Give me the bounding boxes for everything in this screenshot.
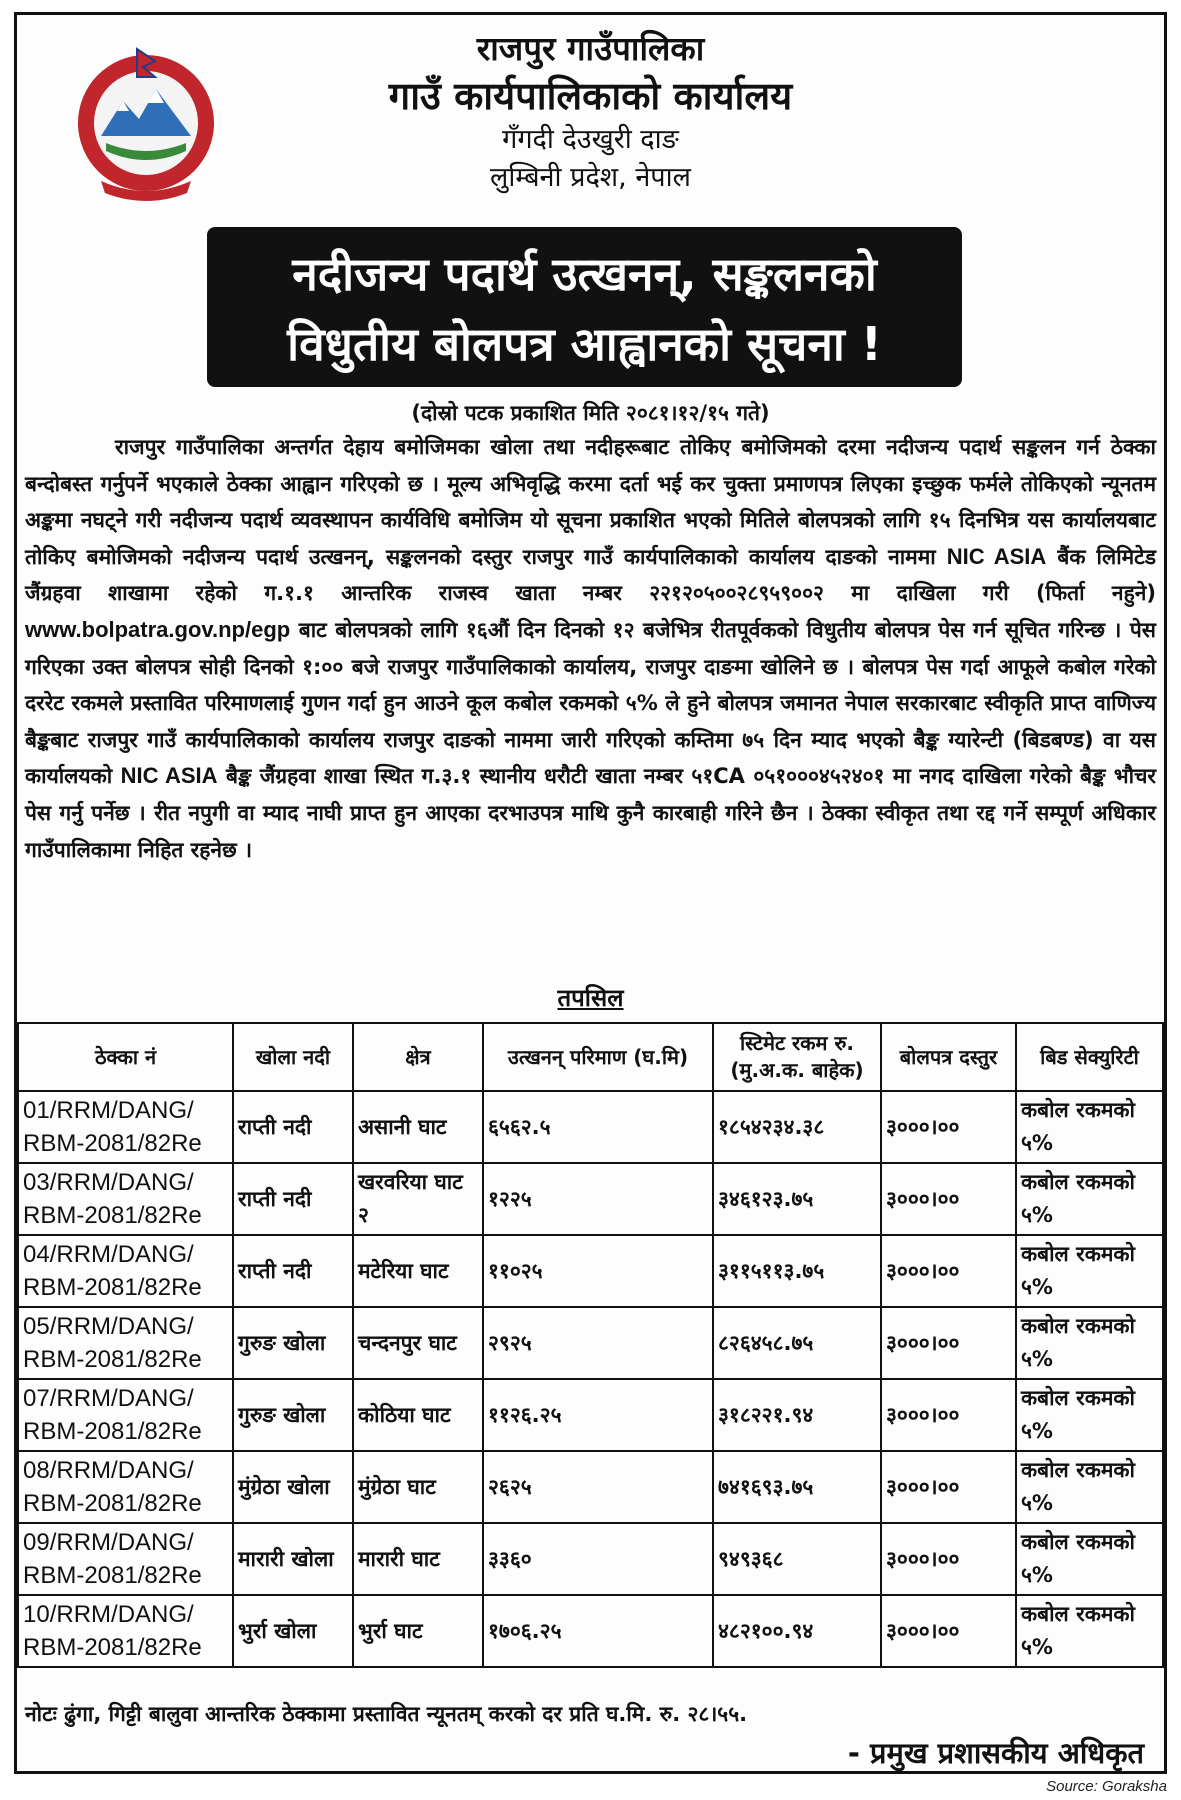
table-row bbox=[18, 1451, 1163, 1523]
office-header bbox=[17, 27, 1164, 197]
tax-note: नोटः ढुंगा, गिट्टी बालुवा आन्तरिक ठेक्कामा प्रस्तावित न्यूनतम् करको दर प्रति घ.मि. रु. २८।५५. bbox=[25, 1702, 748, 1726]
cell-quantity: ११०२५ bbox=[483, 1235, 713, 1307]
cell-security: कबोल रकमको ५% bbox=[1016, 1235, 1163, 1307]
cell-code: 09/RRM/DANG/ RBM-2081/82Re bbox=[18, 1523, 233, 1595]
table-row bbox=[18, 1163, 1163, 1235]
schedule-title: तपसिल bbox=[557, 984, 624, 1012]
cell-security: कबोल रकमको ५% bbox=[1016, 1451, 1163, 1523]
signatory: - प्रमुख प्रशासकीय अधिकृत bbox=[847, 1736, 1144, 1770]
header-fee: बोलपत्र दस्तुर bbox=[881, 1023, 1016, 1091]
cell-quantity: ३३६० bbox=[483, 1523, 713, 1595]
cell-river: गुरुङ खोला bbox=[233, 1379, 353, 1451]
table-row bbox=[18, 1523, 1163, 1595]
cell-area: मटेरिया घाट bbox=[353, 1235, 483, 1307]
cell-fee: ३०००।०० bbox=[881, 1451, 1016, 1523]
table-row bbox=[18, 1091, 1163, 1163]
cell-estimate: ३४६१२३.७५ bbox=[713, 1163, 881, 1235]
office-province: लुम्बिनी प्रदेश, नेपाल bbox=[490, 162, 691, 193]
cell-code: 04/RRM/DANG/ RBM-2081/82Re bbox=[18, 1235, 233, 1307]
cell-area: मारारी घाट bbox=[353, 1523, 483, 1595]
cell-quantity: २६२५ bbox=[483, 1451, 713, 1523]
notice-body bbox=[25, 429, 1156, 868]
header-security: बिड सेक्युरिटी bbox=[1016, 1023, 1163, 1091]
header-estimate: स्टिमेट रकम रु. (मु.अ.क. बाहेक) bbox=[713, 1023, 881, 1091]
table-row bbox=[18, 1595, 1163, 1667]
body-part-3: बाट बोलपत्रको लागि १६औं दिन दिनको १२ बजेभित्र रीतपूर्वकको विधुतीय बोलपत्र पेस गर्न सूचित गरिन्छ । पेस गरिएका उक्त बोलपत्र सोही दिनको १:०० बजे राजपुर गाउँपालिकाको कार्यालय, राजपुर दाङमा खोलिने छ । बोलपत्र पेस गर्दा आफूले कबोल गरेको दररेट रकमले प्रस्तावित परिमाणलाई गुणन गर्दा हुन आउने कूल कबोल रकमको ५% ले हुने बोलपत्र जमानत नेपाल सरकारबाट स्वीकृति प्राप्त वाणिज्य बैङ्कबाट राजपुर गाउँ कार्यपालिकाको कार्यालय राजपुर दाङको नाममा जारी गरिएको कम्तिमा ७५ दिन म्याद भएको बैङ्क ग्यारेन्टी (बिडबण्ड) वा यस कार्यालयको bbox=[25, 617, 1156, 789]
header-river: खोला नदी bbox=[233, 1023, 353, 1091]
cell-estimate: ९४९३६८ bbox=[713, 1523, 881, 1595]
cell-fee: ३०००।०० bbox=[881, 1595, 1016, 1667]
body-part-1: राजपुर गाउँपालिका अन्तर्गत देहाय बमोजिमका खोला तथा नदीहरूबाट तोकिए बमोजिमको दरमा नदीजन्य पदार्थ सङ्कलन गर्न ठेक्का बन्दोबस्त गर्नुपर्ने भएकाले ठेक्का आह्वान गरिएको छ । मूल्य अभिवृद्धि करमा दर्ता भई कर चुक्ता प्रमाणपत्र लिएका इच्छुक फर्मले तोकिएको न्यूनतम अङ्कमा नघट्ने गरी नदीजन्य पदार्थ व्यवस्थापन कार्यविधि बमोजिम यो सूचना प्रकाशित भएको मितिले बोलपत्रको लागि १५ दिनभित्र यस कार्यालयबाट तोकिए बमोजिमको नदीजन्य पदार्थ उत्खनन्, सङ्कलनको दस्तुर राजपुर गाउँ कार्यपालिकाको कार्यालय दाङको नाममा bbox=[25, 435, 1156, 569]
cell-security: कबोल रकमको ५% bbox=[1016, 1091, 1163, 1163]
image-source: Source: Goraksha bbox=[1046, 1778, 1167, 1795]
cell-area: भुर्रा घाट bbox=[353, 1595, 483, 1667]
cell-area: मुंग्रेठा घाट bbox=[353, 1451, 483, 1523]
header-code: ठेक्का नं bbox=[18, 1023, 233, 1091]
cell-river: मुंग्रेठा खोला bbox=[233, 1451, 353, 1523]
cell-code: 05/RRM/DANG/ RBM-2081/82Re bbox=[18, 1307, 233, 1379]
notice-title-line1: नदीजन्य पदार्थ उत्खनन्, सङ्कलनको bbox=[292, 247, 877, 301]
header-quantity: उत्खनन् परिमाण (घ.मि) bbox=[483, 1023, 713, 1091]
table-row bbox=[18, 1235, 1163, 1307]
cell-fee: ३०००।०० bbox=[881, 1163, 1016, 1235]
municipality-name: राजपुर गाउँपालिका bbox=[476, 29, 705, 68]
tender-table bbox=[17, 1022, 1164, 1668]
notice-title-line2: विधुतीय बोलपत्र आह्वानको सूचना ! bbox=[287, 317, 882, 371]
cell-estimate: ७४१६९३.७५ bbox=[713, 1451, 881, 1523]
cell-river: गुरुङ खोला bbox=[233, 1307, 353, 1379]
cell-fee: ३०००।०० bbox=[881, 1307, 1016, 1379]
cell-estimate: ४८२१००.९४ bbox=[713, 1595, 881, 1667]
cell-security: कबोल रकमको ५% bbox=[1016, 1595, 1163, 1667]
body-part-2: बैंक लिमिटेड जैंग्रहवा शाखामा रहेको ग.१.१ आन्तरिक राजस्व खाता नम्बर २२१२०५००२८९५९००२ मा दाखिला गरी (फिर्ता नहुने) bbox=[25, 544, 1157, 606]
table-body bbox=[18, 1091, 1163, 1667]
cell-quantity: ११२६.२५ bbox=[483, 1379, 713, 1451]
cell-security: कबोल रकमको ५% bbox=[1016, 1307, 1163, 1379]
cell-code: 10/RRM/DANG/ RBM-2081/82Re bbox=[18, 1595, 233, 1667]
cell-quantity: १७०६.२५ bbox=[483, 1595, 713, 1667]
body-part-4: बैङ्क जैंग्रहवा शाखा स्थित ग.३.१ स्थानीय धरौटी खाता नम्बर ५१CA ०५१०००४५२४०१ मा नगद दाखिला गरेको बैङ्क भौचर पेस गर्नु पर्नेछ । रीत नपुगी वा म्याद नाघी प्राप्त हुन आएका दरभाउपत्र माथि कुनै कारबाही गरिने छैन । ठेक्का स्वीकृत तथा रद्द गर्ने सम्पूर्ण अधिकार गाउँपालिकामा निहित रहनेछ । bbox=[25, 764, 1157, 862]
table-row bbox=[18, 1379, 1163, 1451]
cell-area: कोठिया घाट bbox=[353, 1379, 483, 1451]
table-row bbox=[18, 1307, 1163, 1379]
office-location: गँगदी देउखुरी दाङ bbox=[502, 124, 679, 155]
cell-area: चन्दनपुर घाट bbox=[353, 1307, 483, 1379]
cell-security: कबोल रकमको ५% bbox=[1016, 1379, 1163, 1451]
cell-code: 08/RRM/DANG/ RBM-2081/82Re bbox=[18, 1451, 233, 1523]
header-area: क्षेत्र bbox=[353, 1023, 483, 1091]
notice-title bbox=[207, 227, 962, 387]
cell-quantity: २९२५ bbox=[483, 1307, 713, 1379]
cell-fee: ३०००।०० bbox=[881, 1235, 1016, 1307]
cell-river: राप्ती नदी bbox=[233, 1163, 353, 1235]
cell-river: मारारी खोला bbox=[233, 1523, 353, 1595]
cell-river: राप्ती नदी bbox=[233, 1235, 353, 1307]
table-header-row bbox=[18, 1023, 1163, 1091]
bank-name-1: NIC ASIA bbox=[946, 543, 1047, 569]
website-link[interactable]: www.bolpatra.gov.np/egp bbox=[25, 616, 291, 642]
cell-river: राप्ती नदी bbox=[233, 1091, 353, 1163]
cell-area: खरवरिया घाट २ bbox=[353, 1163, 483, 1235]
cell-river: भुर्रा खोला bbox=[233, 1595, 353, 1667]
cell-estimate: ३१८२२१.९४ bbox=[713, 1379, 881, 1451]
cell-fee: ३०००।०० bbox=[881, 1091, 1016, 1163]
cell-quantity: ६५६२.५ bbox=[483, 1091, 713, 1163]
published-date: (दोस्रो पटक प्रकाशित मिति २०८१।१२/१५ गते) bbox=[411, 401, 770, 425]
cell-estimate: ३११५११३.७५ bbox=[713, 1235, 881, 1307]
cell-quantity: १२२५ bbox=[483, 1163, 713, 1235]
cell-code: 07/RRM/DANG/ RBM-2081/82Re bbox=[18, 1379, 233, 1451]
cell-security: कबोल रकमको ५% bbox=[1016, 1523, 1163, 1595]
cell-security: कबोल रकमको ५% bbox=[1016, 1163, 1163, 1235]
notice-frame bbox=[14, 12, 1167, 1774]
cell-estimate: १८५४२३४.३८ bbox=[713, 1091, 881, 1163]
cell-fee: ३०००।०० bbox=[881, 1379, 1016, 1451]
office-name: गाउँ कार्यपालिकाको कार्यालय bbox=[388, 74, 793, 118]
cell-area: असानी घाट bbox=[353, 1091, 483, 1163]
cell-estimate: ८२६४५८.७५ bbox=[713, 1307, 881, 1379]
cell-code: 01/RRM/DANG/ RBM-2081/82Re bbox=[18, 1091, 233, 1163]
cell-code: 03/RRM/DANG/ RBM-2081/82Re bbox=[18, 1163, 233, 1235]
bank-name-2: NIC ASIA bbox=[120, 763, 218, 789]
cell-fee: ३०००।०० bbox=[881, 1523, 1016, 1595]
